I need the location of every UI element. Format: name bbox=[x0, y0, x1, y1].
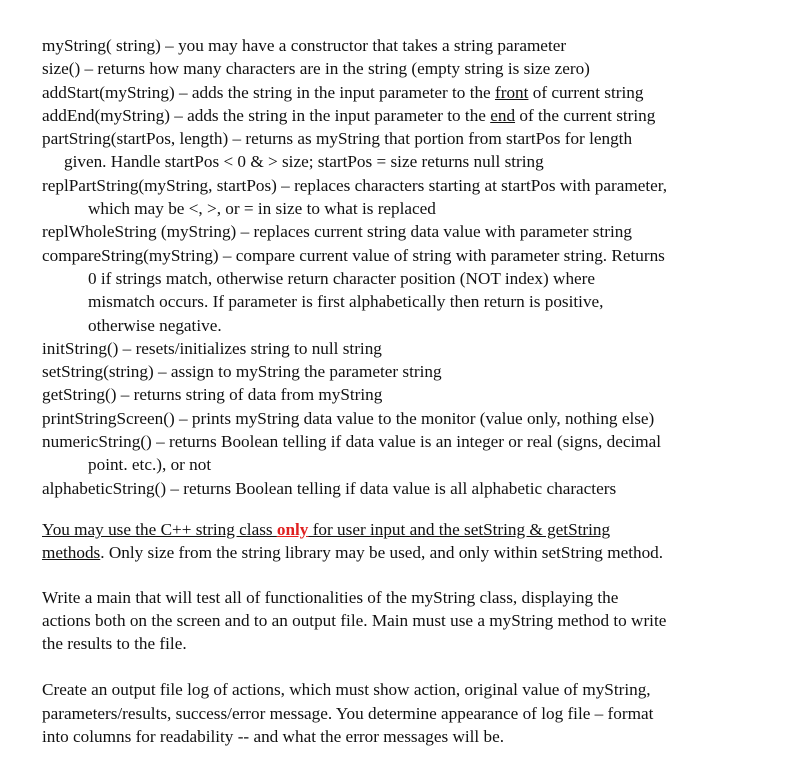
method-line: replPartString(myString, startPos) – replaces characters starting at startPos with parameter, bbox=[42, 175, 668, 195]
method-line: alphabeticString() – returns Boolean telling if data value is all alphabetic characters bbox=[42, 478, 617, 498]
method-line: size() – returns how many characters are in the string (empty string is size zero) bbox=[42, 59, 590, 79]
paragraph-line: the results to the file. bbox=[42, 634, 187, 654]
method-line: printStringScreen() – prints myString data value to the monitor (value only, nothing else) bbox=[42, 408, 655, 428]
paragraph-line: Write a main that will test all of functionalities of the myString class, displaying the bbox=[42, 587, 619, 607]
emphasis-only: only bbox=[276, 519, 309, 539]
paragraph-line: parameters/results, success/error message. You determine appearance of log file – format bbox=[42, 703, 654, 723]
method-line-continued: 0 if strings match, otherwise return character position (NOT index) where bbox=[88, 268, 596, 288]
method-line-continued: otherwise negative. bbox=[88, 315, 222, 335]
method-line-continued: given. Handle startPos < 0 & > size; startPos = size returns null string bbox=[64, 152, 544, 172]
method-list bbox=[42, 34, 802, 500]
method-line: numericString() – returns Boolean telling if data value is an integer or real (signs, decimal bbox=[42, 432, 662, 452]
text-span: addStart(myString) – adds the string in the input parameter to the bbox=[42, 82, 495, 102]
underlined-text: You may use the C++ string class bbox=[42, 519, 277, 539]
underlined-text: methods bbox=[42, 543, 101, 563]
method-line: compareString(myString) – compare current value of string with parameter string. Returns bbox=[42, 245, 665, 265]
method-line-continued: mismatch occurs. If parameter is first alphabetically then return is positive, bbox=[88, 292, 604, 312]
assignment-document bbox=[42, 34, 802, 748]
method-line-continued: which may be <, >, or = in size to what is replaced bbox=[88, 199, 436, 219]
method-line bbox=[42, 81, 802, 104]
string-class-note bbox=[42, 518, 802, 565]
underlined-word: front bbox=[495, 82, 529, 102]
method-line: initString() – resets/initializes string to null string bbox=[42, 338, 382, 358]
underlined-text: for user input and the setString & getString bbox=[308, 519, 611, 539]
method-line: setString(string) – assign to myString the parameter string bbox=[42, 362, 442, 382]
method-line: partString(startPos, length) – returns as myString that portion from startPos for length bbox=[42, 129, 633, 149]
main-instructions bbox=[42, 586, 802, 656]
text-span: . Only size from the string library may be used, and only within setString method. bbox=[100, 543, 664, 563]
note-line bbox=[42, 518, 802, 541]
log-instructions bbox=[42, 678, 802, 748]
method-line: getString() – returns string of data from myString bbox=[42, 385, 383, 405]
paragraph-line: into columns for readability -- and what the error messages will be. bbox=[42, 727, 505, 747]
underlined-word: end bbox=[490, 105, 516, 125]
method-line: replWholeString (myString) – replaces current string data value with parameter string bbox=[42, 222, 632, 242]
method-line-continued: point. etc.), or not bbox=[88, 455, 212, 475]
text-span: of current string bbox=[528, 82, 644, 102]
text-span: addEnd(myString) – adds the string in the input parameter to the bbox=[42, 105, 491, 125]
paragraph-line: Create an output file log of actions, which must show action, original value of myString, bbox=[42, 680, 651, 700]
paragraph-line: actions both on the screen and to an output file. Main must use a myString method to write bbox=[42, 610, 667, 630]
note-line bbox=[42, 541, 802, 564]
method-line: myString( string) – you may have a constructor that takes a string parameter bbox=[42, 36, 567, 55]
text-span: of the current string bbox=[515, 105, 656, 125]
method-line bbox=[42, 104, 802, 127]
